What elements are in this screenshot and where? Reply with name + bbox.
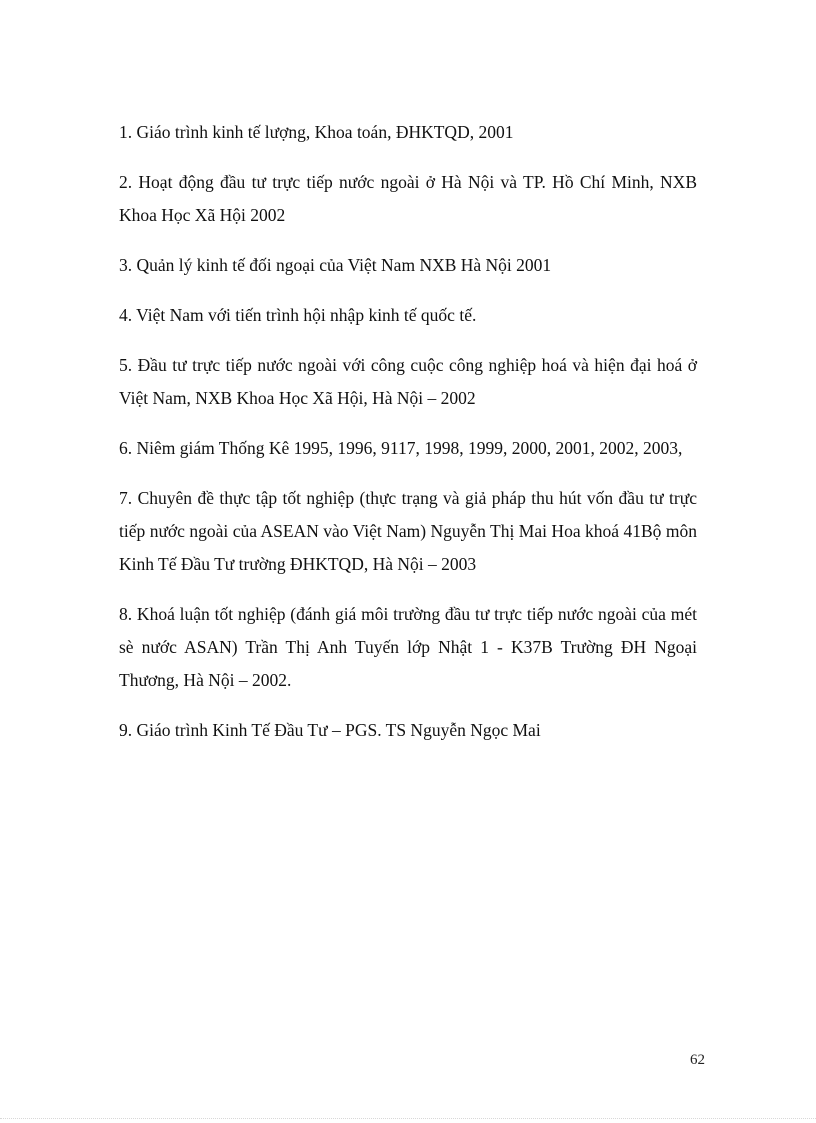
- reference-item-3: 3. Quản lý kinh tế đối ngoại của Việt Nam NXB Hà Nội 2001: [119, 255, 552, 275]
- page-number: 62: [690, 1052, 705, 1068]
- reference-item-8: 8. Khoá luận tốt nghiệp (đánh giá môi trường đầu tư trực tiếp nước ngoài của mét sè nước ASAN) Trần Thị Anh Tuyến lớp Nhật 1 - K37B Trường ĐH Ngoại Thương, Hà Nội – 2002.: [119, 604, 697, 690]
- reference-item-6: 6. Niêm giám Thống Kê 1995, 1996, 9117, 1998, 1999, 2000, 2001, 2002, 2003,: [119, 438, 683, 458]
- page-bottom-divider: [0, 1118, 816, 1119]
- reference-item-5: 5. Đầu tư trực tiếp nước ngoài với công cuộc công nghiệp hoá và hiện đại hoá ở Việt Nam, NXB Khoa Học Xã Hội, Hà Nội – 2002: [119, 355, 697, 408]
- reference-item-4: 4. Việt Nam với tiến trình hội nhập kinh tế quốc tế.: [119, 305, 477, 325]
- reference-item-1: 1. Giáo trình kinh tế lượng, Khoa toán, ĐHKTQD, 2001: [119, 122, 514, 142]
- reference-list: [119, 116, 697, 764]
- reference-item-2: 2. Hoạt động đầu tư trực tiếp nước ngoài ở Hà Nội và TP. Hồ Chí Minh, NXB Khoa Học Xã Hội 2002: [119, 172, 697, 225]
- reference-item-7: 7. Chuyên đề thực tập tốt nghiệp (thực trạng và giả pháp thu hút vốn đầu tư trực tiếp nước ngoài của ASEAN vào Việt Nam) Nguyễn Thị Mai Hoa khoá 41Bộ môn Kinh Tế Đầu Tư trường ĐHKTQD, Hà Nội – 2003: [119, 488, 697, 574]
- reference-item-9: 9. Giáo trình Kinh Tế Đầu Tư – PGS. TS Nguyễn Ngọc Mai: [119, 720, 541, 740]
